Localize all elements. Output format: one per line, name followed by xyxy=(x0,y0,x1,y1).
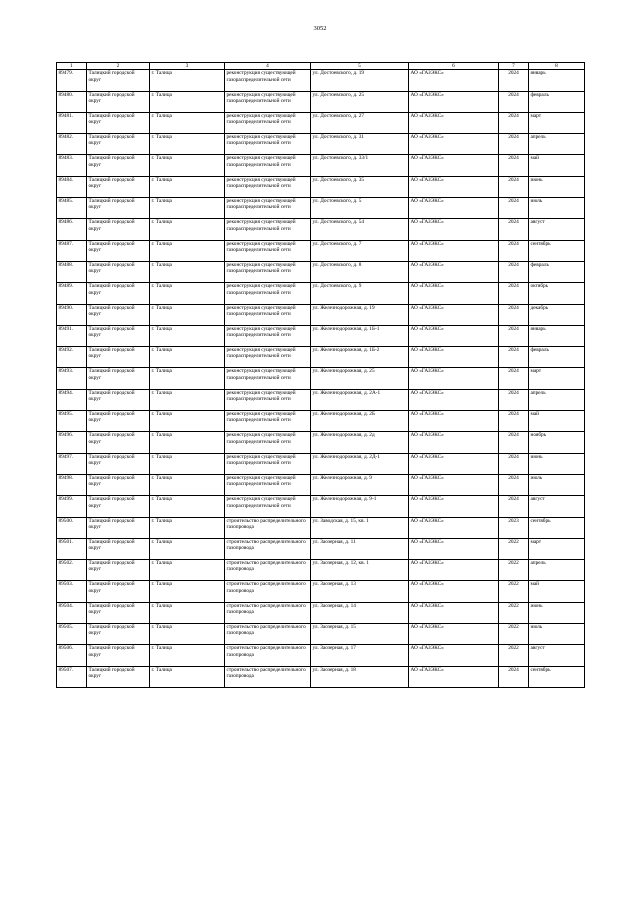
address-cell: ул. Железнодорожная, д. 9 xyxy=(311,474,409,495)
month-cell: январь xyxy=(529,70,585,91)
locality-cell: г. Талица xyxy=(150,432,225,453)
address-cell: ул. Достоевского, д. 33/1 xyxy=(311,155,409,176)
organization-cell: АО «ГАЗЭКС» xyxy=(409,91,499,112)
address-cell: ул. Железнодорожная, д. 2д xyxy=(311,432,409,453)
organization-cell: АО «ГАЗЭКС» xyxy=(409,347,499,368)
municipality-cell: Талицкий городской округ xyxy=(87,176,150,197)
organization-cell: АО «ГАЗЭКС» xyxy=(409,474,499,495)
locality-cell: г. Талица xyxy=(150,240,225,261)
municipality-cell: Талицкий городской округ xyxy=(87,112,150,133)
municipality-cell: Талицкий городской округ xyxy=(87,347,150,368)
locality-cell: г. Талица xyxy=(150,624,225,645)
year-cell: 2024 xyxy=(499,155,529,176)
organization-cell: АО «ГАЗЭКС» xyxy=(409,432,499,453)
address-cell: ул. Железнодорожная, д. 1Б-1 xyxy=(311,325,409,346)
municipality-cell: Талицкий городской округ xyxy=(87,155,150,176)
row-number-cell: 89490. xyxy=(57,304,87,325)
gasification-schedule-table xyxy=(56,62,585,688)
year-cell: 2024 xyxy=(499,176,529,197)
organization-cell: АО «ГАЗЭКС» xyxy=(409,389,499,410)
work-type-cell: реконструкция существующей газораспределительной сети xyxy=(225,389,311,410)
table-row xyxy=(57,474,585,495)
table-row xyxy=(57,581,585,602)
month-cell: май xyxy=(529,411,585,432)
municipality-cell: Талицкий городской округ xyxy=(87,453,150,474)
year-cell: 2022 xyxy=(499,581,529,602)
month-cell: март xyxy=(529,112,585,133)
municipality-cell: Талицкий городской округ xyxy=(87,219,150,240)
row-number-cell: 89500. xyxy=(57,517,87,538)
address-cell: ул. Железнодорожная, д. 19 xyxy=(311,304,409,325)
year-cell: 2024 xyxy=(499,70,529,91)
municipality-cell: Талицкий городской округ xyxy=(87,581,150,602)
page-number: 3052 xyxy=(313,25,327,32)
organization-cell: АО «ГАЗЭКС» xyxy=(409,198,499,219)
organization-cell: АО «ГАЗЭКС» xyxy=(409,368,499,389)
organization-cell: АО «ГАЗЭКС» xyxy=(409,70,499,91)
table-row xyxy=(57,261,585,282)
organization-cell: АО «ГАЗЭКС» xyxy=(409,602,499,623)
municipality-cell: Талицкий городской округ xyxy=(87,240,150,261)
locality-cell: г. Талица xyxy=(150,645,225,666)
year-cell: 2023 xyxy=(499,517,529,538)
organization-cell: АО «ГАЗЭКС» xyxy=(409,325,499,346)
month-cell: апрель xyxy=(529,560,585,581)
column-header: 5 xyxy=(311,63,409,70)
locality-cell: г. Талица xyxy=(150,198,225,219)
column-header: 8 xyxy=(529,63,585,70)
month-cell: апрель xyxy=(529,134,585,155)
table-row xyxy=(57,624,585,645)
locality-cell: г. Талица xyxy=(150,325,225,346)
table-row xyxy=(57,496,585,517)
address-cell: ул. Достоевского, д. 54 xyxy=(311,219,409,240)
work-type-cell: реконструкция существующей газораспределительной сети xyxy=(225,283,311,304)
row-number-cell: 89484. xyxy=(57,176,87,197)
address-cell: ул. Достоевского, д. 8 xyxy=(311,261,409,282)
locality-cell: г. Талица xyxy=(150,602,225,623)
table-row xyxy=(57,411,585,432)
year-cell: 2024 xyxy=(499,112,529,133)
row-number-cell: 89506. xyxy=(57,645,87,666)
month-cell: ноябрь xyxy=(529,432,585,453)
row-number-cell: 89503. xyxy=(57,581,87,602)
organization-cell: АО «ГАЗЭКС» xyxy=(409,176,499,197)
table-row xyxy=(57,538,585,559)
locality-cell: г. Талица xyxy=(150,134,225,155)
work-type-cell: строительство распределительного газопровода xyxy=(225,666,311,687)
month-cell: июль xyxy=(529,198,585,219)
row-number-cell: 89499. xyxy=(57,496,87,517)
locality-cell: г. Талица xyxy=(150,91,225,112)
locality-cell: г. Талица xyxy=(150,496,225,517)
row-number-cell: 89485. xyxy=(57,198,87,219)
work-type-cell: реконструкция существующей газораспределительной сети xyxy=(225,453,311,474)
work-type-cell: реконструкция существующей газораспределительной сети xyxy=(225,304,311,325)
row-number-cell: 89497. xyxy=(57,453,87,474)
locality-cell: г. Талица xyxy=(150,304,225,325)
row-number-cell: 89501. xyxy=(57,538,87,559)
municipality-cell: Талицкий городской округ xyxy=(87,368,150,389)
year-cell: 2024 xyxy=(499,474,529,495)
table-row xyxy=(57,91,585,112)
address-cell: ул. Заозерная, д. 18 xyxy=(311,666,409,687)
row-number-cell: 89505. xyxy=(57,624,87,645)
organization-cell: АО «ГАЗЭКС» xyxy=(409,155,499,176)
month-cell: сентябрь xyxy=(529,666,585,687)
organization-cell: АО «ГАЗЭКС» xyxy=(409,219,499,240)
row-number-cell: 89507. xyxy=(57,666,87,687)
address-cell: ул. Заозерная, д. 14 xyxy=(311,602,409,623)
municipality-cell: Талицкий городской округ xyxy=(87,389,150,410)
address-cell: ул. Заозерная, д. 11 xyxy=(311,538,409,559)
table-row xyxy=(57,134,585,155)
table-body xyxy=(57,70,585,688)
work-type-cell: реконструкция существующей газораспределительной сети xyxy=(225,155,311,176)
month-cell: февраль xyxy=(529,261,585,282)
work-type-cell: реконструкция существующей газораспределительной сети xyxy=(225,219,311,240)
column-header: 2 xyxy=(87,63,150,70)
row-number-cell: 89498. xyxy=(57,474,87,495)
municipality-cell: Талицкий городской округ xyxy=(87,624,150,645)
row-number-cell: 89493. xyxy=(57,368,87,389)
month-cell: июнь xyxy=(529,453,585,474)
month-cell: август xyxy=(529,645,585,666)
month-cell: июнь xyxy=(529,602,585,623)
month-cell: январь xyxy=(529,325,585,346)
month-cell: июнь xyxy=(529,176,585,197)
municipality-cell: Талицкий городской округ xyxy=(87,283,150,304)
address-cell: ул. Заозерная, д. 12, кв. 1 xyxy=(311,560,409,581)
row-number-cell: 89495. xyxy=(57,411,87,432)
municipality-cell: Талицкий городской округ xyxy=(87,304,150,325)
address-cell: ул. Достоевского, д. 9 xyxy=(311,283,409,304)
work-type-cell: реконструкция существующей газораспределительной сети xyxy=(225,70,311,91)
month-cell: сентябрь xyxy=(529,517,585,538)
month-cell: декабрь xyxy=(529,304,585,325)
row-number-cell: 89494. xyxy=(57,389,87,410)
locality-cell: г. Талица xyxy=(150,347,225,368)
address-cell: ул. Достоевского, д. 19 xyxy=(311,70,409,91)
month-cell: октябрь xyxy=(529,283,585,304)
address-cell: ул. Достоевского, д. 5 xyxy=(311,198,409,219)
address-cell: ул. Достоевского, д. 25 xyxy=(311,91,409,112)
address-cell: ул. Заозерная, д. 15 xyxy=(311,624,409,645)
locality-cell: г. Талица xyxy=(150,538,225,559)
table-row xyxy=(57,283,585,304)
table-row xyxy=(57,70,585,91)
organization-cell: АО «ГАЗЭКС» xyxy=(409,283,499,304)
month-cell: март xyxy=(529,368,585,389)
work-type-cell: реконструкция существующей газораспределительной сети xyxy=(225,134,311,155)
table-row xyxy=(57,666,585,687)
work-type-cell: реконструкция существующей газораспределительной сети xyxy=(225,112,311,133)
address-cell: ул. Железнодорожная, д. 2А-1 xyxy=(311,389,409,410)
work-type-cell: реконструкция существующей газораспределительной сети xyxy=(225,347,311,368)
table-row xyxy=(57,368,585,389)
row-number-cell: 89482. xyxy=(57,134,87,155)
organization-cell: АО «ГАЗЭКС» xyxy=(409,453,499,474)
year-cell: 2024 xyxy=(499,432,529,453)
work-type-cell: строительство распределительного газопровода xyxy=(225,538,311,559)
address-cell: ул. Достоевского, д. 35 xyxy=(311,176,409,197)
row-number-cell: 89487. xyxy=(57,240,87,261)
table-row xyxy=(57,176,585,197)
table-row xyxy=(57,155,585,176)
year-cell: 2022 xyxy=(499,538,529,559)
row-number-cell: 89480. xyxy=(57,91,87,112)
address-cell: ул. Заводская, д. 15, кв. 1 xyxy=(311,517,409,538)
row-number-cell: 89502. xyxy=(57,560,87,581)
organization-cell: АО «ГАЗЭКС» xyxy=(409,134,499,155)
address-cell: ул. Заозерная, д. 13 xyxy=(311,581,409,602)
work-type-cell: реконструкция существующей газораспределительной сети xyxy=(225,198,311,219)
row-number-cell: 89496. xyxy=(57,432,87,453)
locality-cell: г. Талица xyxy=(150,176,225,197)
year-cell: 2024 xyxy=(499,496,529,517)
table-header-row xyxy=(57,63,585,70)
organization-cell: АО «ГАЗЭКС» xyxy=(409,581,499,602)
table-row xyxy=(57,645,585,666)
row-number-cell: 89504. xyxy=(57,602,87,623)
municipality-cell: Талицкий городской округ xyxy=(87,560,150,581)
municipality-cell: Талицкий городской округ xyxy=(87,602,150,623)
year-cell: 2024 xyxy=(499,368,529,389)
month-cell: апрель xyxy=(529,389,585,410)
work-type-cell: строительство распределительного газопровода xyxy=(225,581,311,602)
table-row xyxy=(57,112,585,133)
organization-cell: АО «ГАЗЭКС» xyxy=(409,560,499,581)
locality-cell: г. Талица xyxy=(150,219,225,240)
work-type-cell: реконструкция существующей газораспределительной сети xyxy=(225,240,311,261)
year-cell: 2022 xyxy=(499,624,529,645)
table-row xyxy=(57,198,585,219)
month-cell: февраль xyxy=(529,91,585,112)
month-cell: март xyxy=(529,538,585,559)
year-cell: 2024 xyxy=(499,198,529,219)
work-type-cell: реконструкция существующей газораспределительной сети xyxy=(225,411,311,432)
year-cell: 2024 xyxy=(499,347,529,368)
row-number-cell: 89483. xyxy=(57,155,87,176)
row-number-cell: 89489. xyxy=(57,283,87,304)
column-header: 4 xyxy=(225,63,311,70)
locality-cell: г. Талица xyxy=(150,666,225,687)
organization-cell: АО «ГАЗЭКС» xyxy=(409,624,499,645)
year-cell: 2024 xyxy=(499,91,529,112)
address-cell: ул. Достоевского, д. 7 xyxy=(311,240,409,261)
table-row xyxy=(57,432,585,453)
table-row xyxy=(57,240,585,261)
address-cell: ул. Железнодорожная, д. 9-1 xyxy=(311,496,409,517)
month-cell: сентябрь xyxy=(529,240,585,261)
locality-cell: г. Талица xyxy=(150,368,225,389)
row-number-cell: 89492. xyxy=(57,347,87,368)
table-row xyxy=(57,453,585,474)
work-type-cell: реконструкция существующей газораспределительной сети xyxy=(225,261,311,282)
address-cell: ул. Железнодорожная, д. 25 xyxy=(311,368,409,389)
table-row xyxy=(57,560,585,581)
table-row xyxy=(57,325,585,346)
municipality-cell: Талицкий городской округ xyxy=(87,198,150,219)
address-cell: ул. Железнодорожная, д. 2Б xyxy=(311,411,409,432)
locality-cell: г. Талица xyxy=(150,581,225,602)
year-cell: 2024 xyxy=(499,304,529,325)
municipality-cell: Талицкий городской округ xyxy=(87,432,150,453)
table-row xyxy=(57,347,585,368)
column-header: 3 xyxy=(150,63,225,70)
row-number-cell: 89486. xyxy=(57,219,87,240)
locality-cell: г. Талица xyxy=(150,155,225,176)
municipality-cell: Талицкий городской округ xyxy=(87,261,150,282)
municipality-cell: Талицкий городской округ xyxy=(87,474,150,495)
table-row xyxy=(57,602,585,623)
locality-cell: г. Талица xyxy=(150,261,225,282)
column-header: 1 xyxy=(57,63,87,70)
table-row xyxy=(57,219,585,240)
locality-cell: г. Талица xyxy=(150,453,225,474)
table-row xyxy=(57,517,585,538)
work-type-cell: реконструкция существующей газораспределительной сети xyxy=(225,368,311,389)
organization-cell: АО «ГАЗЭКС» xyxy=(409,645,499,666)
organization-cell: АО «ГАЗЭКС» xyxy=(409,261,499,282)
row-number-cell: 89488. xyxy=(57,261,87,282)
year-cell: 2022 xyxy=(499,602,529,623)
table-row xyxy=(57,389,585,410)
year-cell: 2024 xyxy=(499,389,529,410)
municipality-cell: Талицкий городской округ xyxy=(87,538,150,559)
organization-cell: АО «ГАЗЭКС» xyxy=(409,240,499,261)
work-type-cell: реконструкция существующей газораспределительной сети xyxy=(225,432,311,453)
month-cell: август xyxy=(529,496,585,517)
organization-cell: АО «ГАЗЭКС» xyxy=(409,411,499,432)
address-cell: ул. Достоевского, д. 27 xyxy=(311,112,409,133)
year-cell: 2022 xyxy=(499,560,529,581)
work-type-cell: реконструкция существующей газораспределительной сети xyxy=(225,91,311,112)
work-type-cell: строительство распределительного газопровода xyxy=(225,560,311,581)
table-row xyxy=(57,304,585,325)
row-number-cell: 89491. xyxy=(57,325,87,346)
organization-cell: АО «ГАЗЭКС» xyxy=(409,666,499,687)
work-type-cell: строительство распределительного газопровода xyxy=(225,517,311,538)
organization-cell: АО «ГАЗЭКС» xyxy=(409,112,499,133)
month-cell: февраль xyxy=(529,347,585,368)
year-cell: 2024 xyxy=(499,283,529,304)
municipality-cell: Талицкий городской округ xyxy=(87,496,150,517)
locality-cell: г. Талица xyxy=(150,474,225,495)
address-cell: ул. Железнодорожная, д. 1Б-2 xyxy=(311,347,409,368)
year-cell: 2024 xyxy=(499,666,529,687)
locality-cell: г. Талица xyxy=(150,517,225,538)
month-cell: июль xyxy=(529,624,585,645)
month-cell: июль xyxy=(529,474,585,495)
municipality-cell: Талицкий городской округ xyxy=(87,70,150,91)
year-cell: 2024 xyxy=(499,134,529,155)
locality-cell: г. Талица xyxy=(150,389,225,410)
locality-cell: г. Талица xyxy=(150,283,225,304)
work-type-cell: строительство распределительного газопровода xyxy=(225,602,311,623)
municipality-cell: Талицкий городской округ xyxy=(87,325,150,346)
organization-cell: АО «ГАЗЭКС» xyxy=(409,538,499,559)
year-cell: 2024 xyxy=(499,240,529,261)
locality-cell: г. Талица xyxy=(150,411,225,432)
municipality-cell: Талицкий городской округ xyxy=(87,666,150,687)
year-cell: 2024 xyxy=(499,453,529,474)
column-header: 6 xyxy=(409,63,499,70)
work-type-cell: реконструкция существующей газораспределительной сети xyxy=(225,474,311,495)
work-type-cell: реконструкция существующей газораспределительной сети xyxy=(225,176,311,197)
organization-cell: АО «ГАЗЭКС» xyxy=(409,517,499,538)
locality-cell: г. Талица xyxy=(150,70,225,91)
year-cell: 2024 xyxy=(499,219,529,240)
address-cell: ул. Достоевского, д. 31 xyxy=(311,134,409,155)
locality-cell: г. Талица xyxy=(150,560,225,581)
work-type-cell: реконструкция существующей газораспределительной сети xyxy=(225,325,311,346)
municipality-cell: Талицкий городской округ xyxy=(87,411,150,432)
month-cell: май xyxy=(529,155,585,176)
row-number-cell: 89479. xyxy=(57,70,87,91)
address-cell: ул. Заозерная, д. 17 xyxy=(311,645,409,666)
year-cell: 2022 xyxy=(499,645,529,666)
organization-cell: АО «ГАЗЭКС» xyxy=(409,304,499,325)
work-type-cell: реконструкция существующей газораспределительной сети xyxy=(225,496,311,517)
work-type-cell: строительство распределительного газопровода xyxy=(225,624,311,645)
month-cell: август xyxy=(529,219,585,240)
column-header: 7 xyxy=(499,63,529,70)
municipality-cell: Талицкий городской округ xyxy=(87,134,150,155)
organization-cell: АО «ГАЗЭКС» xyxy=(409,496,499,517)
municipality-cell: Талицкий городской округ xyxy=(87,91,150,112)
month-cell: май xyxy=(529,581,585,602)
municipality-cell: Талицкий городской округ xyxy=(87,645,150,666)
year-cell: 2024 xyxy=(499,261,529,282)
address-cell: ул. Железнодорожная, д. 2Д-1 xyxy=(311,453,409,474)
work-type-cell: строительство распределительного газопровода xyxy=(225,645,311,666)
year-cell: 2024 xyxy=(499,325,529,346)
municipality-cell: Талицкий городской округ xyxy=(87,517,150,538)
row-number-cell: 89481. xyxy=(57,112,87,133)
year-cell: 2024 xyxy=(499,411,529,432)
locality-cell: г. Талица xyxy=(150,112,225,133)
